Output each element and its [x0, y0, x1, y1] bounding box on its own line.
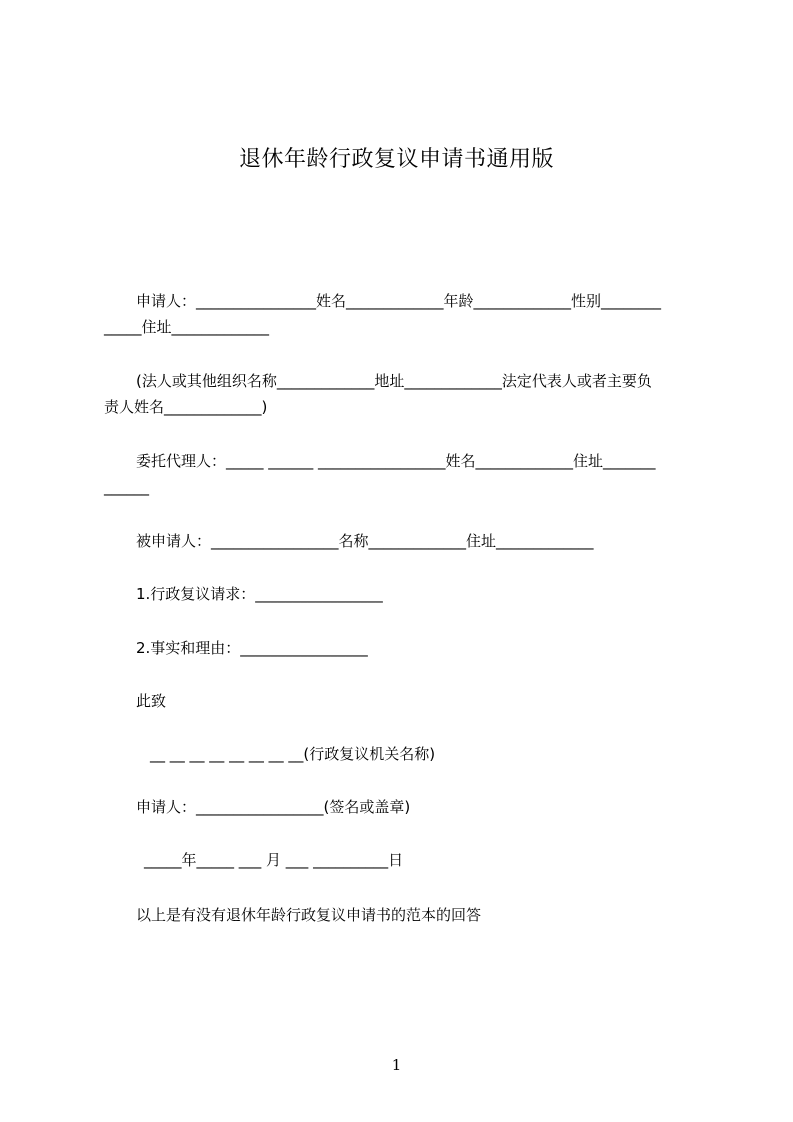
respondent-line: 被申请人：_________________名称_____________住址_____________	[136, 532, 594, 550]
legal-entity-line-1: (法人或其他组织名称_____________地址_____________法定代表人或者主要负	[136, 372, 652, 390]
applicant-line-2: _____住址_____________	[104, 318, 270, 336]
agent-section	[104, 448, 704, 500]
closing-text: 以上是有没有退休年龄行政复议申请书的范本的回答	[136, 906, 482, 924]
legal-entity-section	[104, 368, 704, 420]
authority-line: __ __ __ __ __ __ __ __(行政复议机关名称)	[150, 745, 436, 763]
review-request-line: 1.行政复议请求：_________________	[136, 585, 383, 603]
signature-line: 申请人：_________________(签名或盖章)	[136, 798, 411, 816]
agent-line-1: 委托代理人：_____ ______ _________________姓名_____________住址_______	[136, 452, 656, 470]
applicant-line-1: 申请人：________________姓名_____________年龄_____________性别________	[136, 292, 662, 310]
page-number: 1	[391, 1056, 402, 1074]
facts-reasons-line: 2.事实和理由：_________________	[136, 639, 368, 657]
date-line: _____年_____ ___ 月 ___ __________日	[144, 851, 404, 869]
applicant-section	[104, 288, 704, 340]
document-title: 退休年龄行政复议申请书通用版	[238, 147, 554, 172]
legal-entity-line-2: 责人姓名_____________)	[104, 398, 268, 416]
agent-line-2: ______	[104, 478, 149, 496]
salutation: 此致	[136, 692, 167, 710]
